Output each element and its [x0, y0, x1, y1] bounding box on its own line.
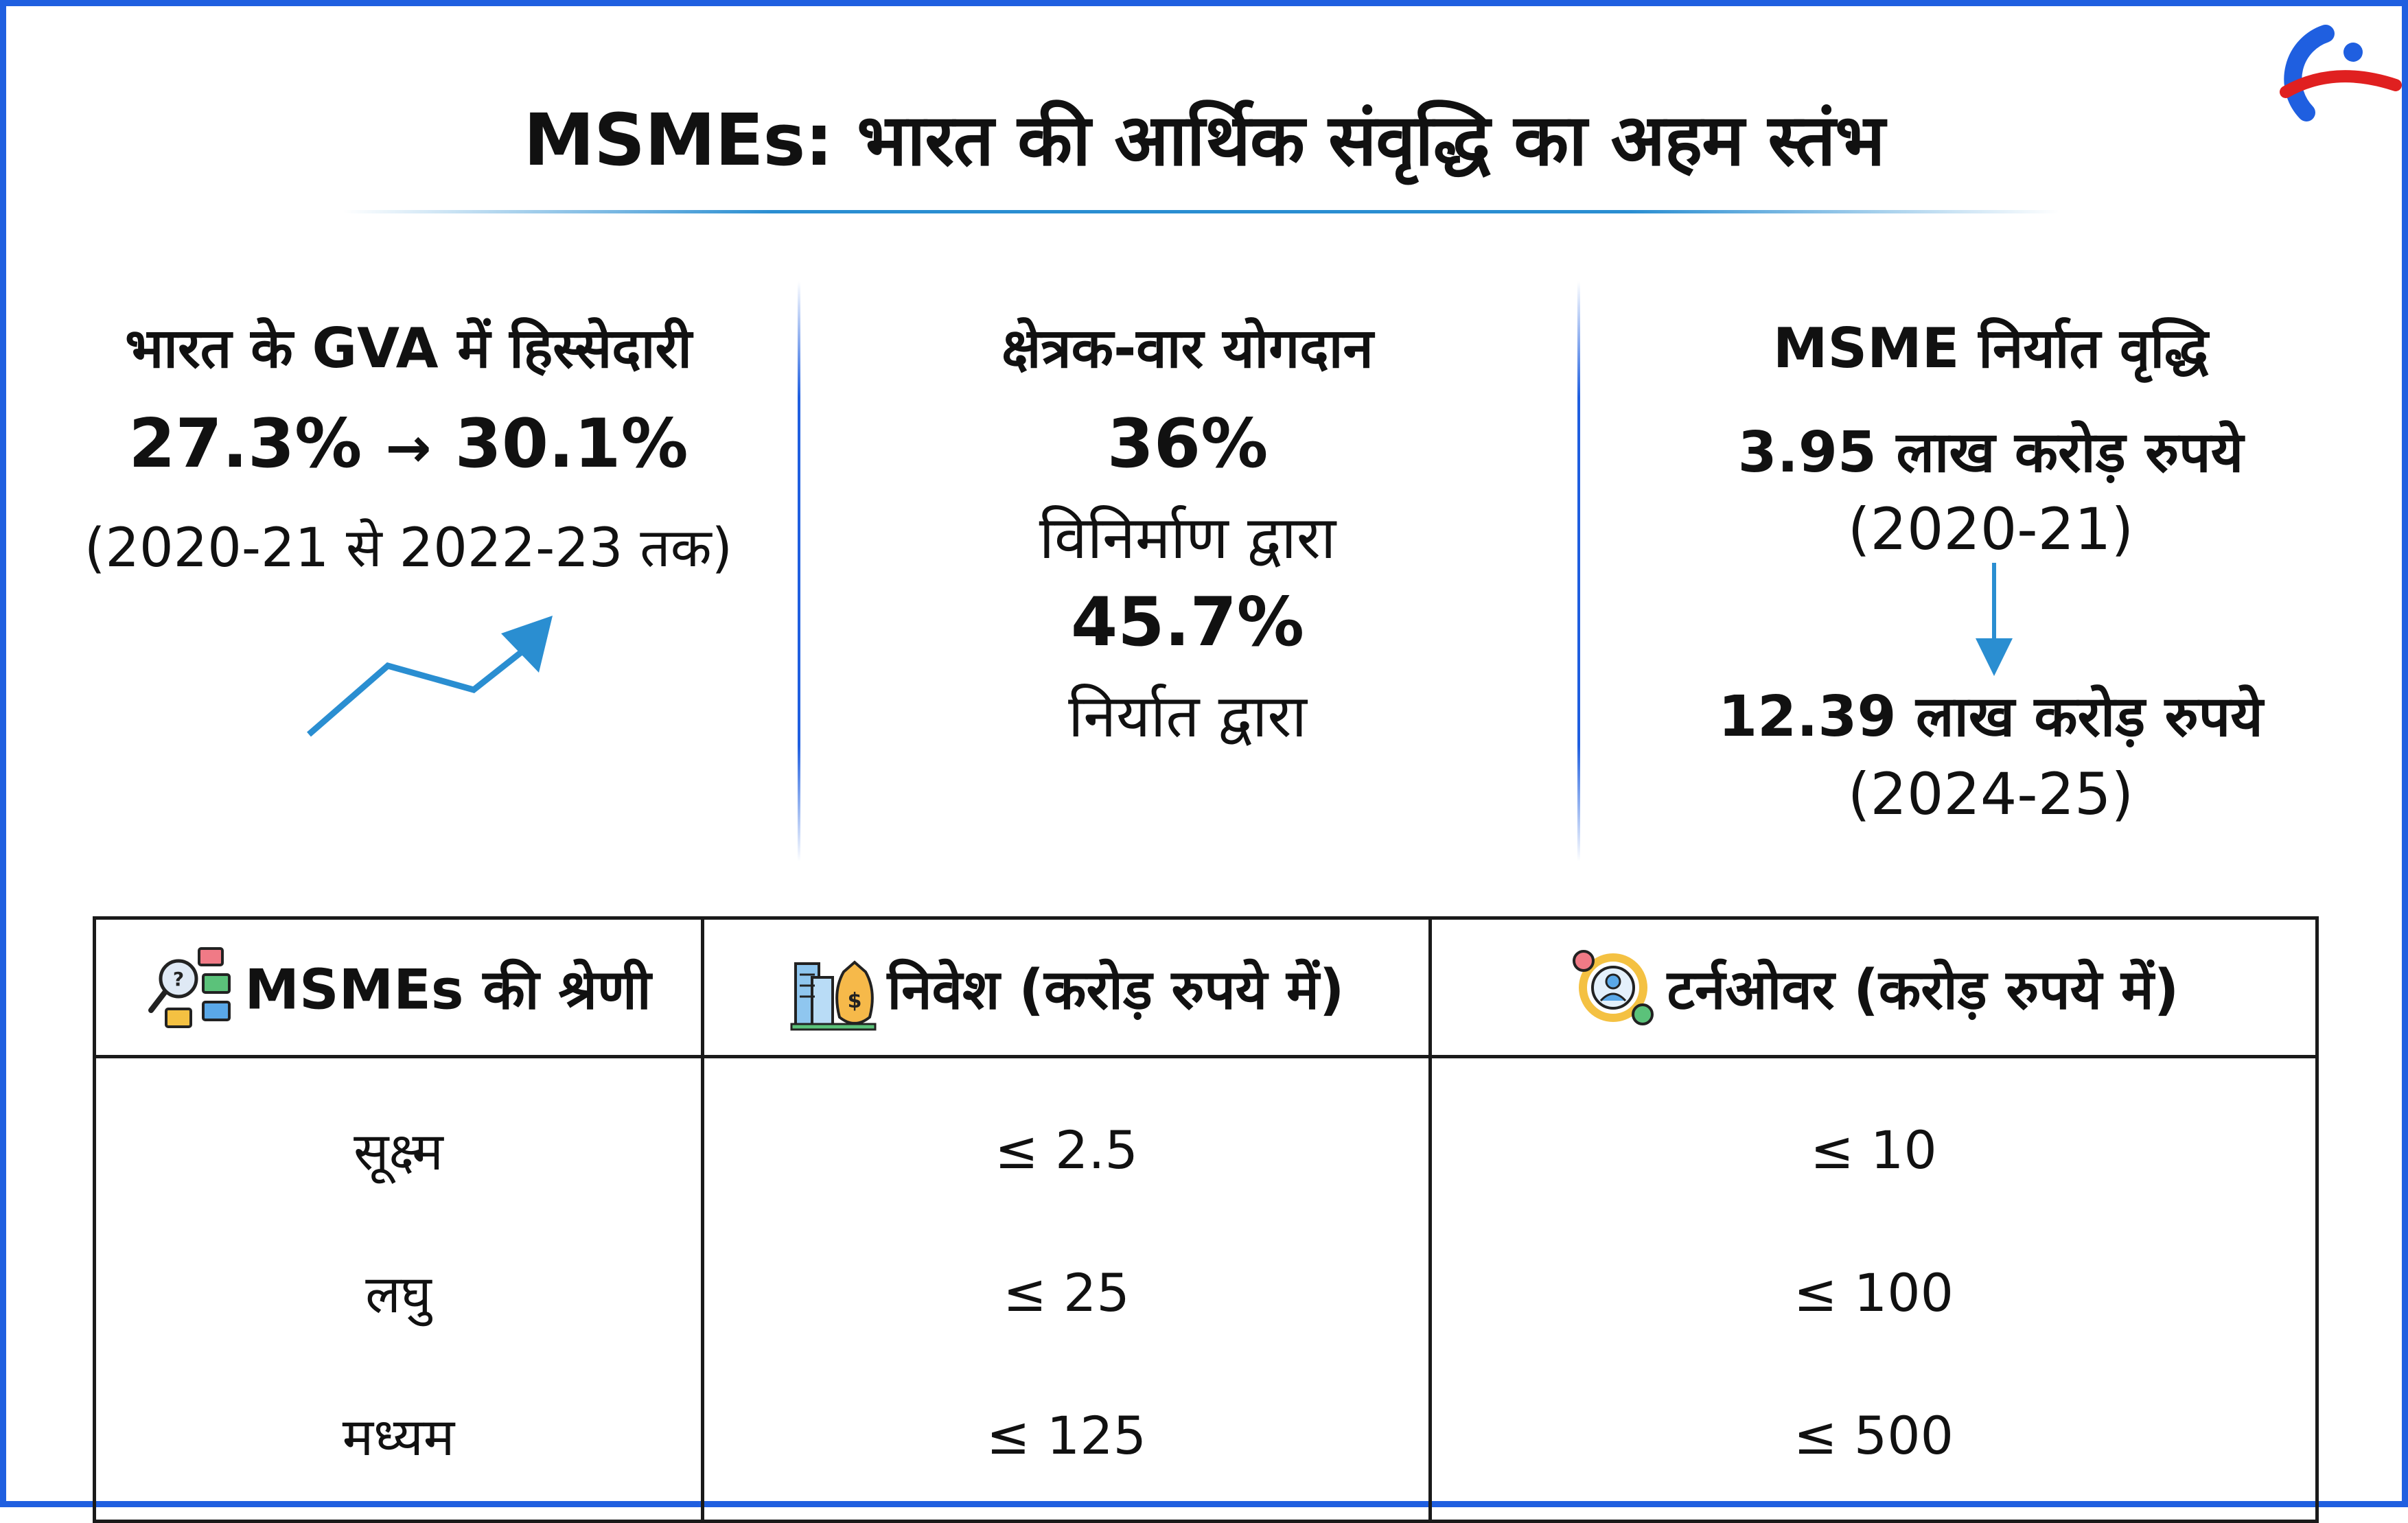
gva-change — [27, 405, 789, 483]
gva-heading: भारत के GVA में हिस्सेदारी — [125, 316, 692, 380]
arrow-down-icon — [1970, 563, 2018, 679]
header-investment — [703, 918, 1431, 1057]
svg-text:?: ? — [173, 967, 185, 990]
exports-heading: MSME निर्यात वृद्धि — [1772, 316, 2209, 380]
header-investment-label: निवेश (करोड़ रुपये में) — [887, 957, 1345, 1021]
gva-to: 30.1% — [454, 405, 688, 483]
header-category — [95, 918, 703, 1057]
header-turnover-label: टर्नओवर (करोड़ रुपये में) — [1667, 957, 2179, 1021]
category-cell: मध्यम — [95, 1364, 703, 1522]
trend-up-icon — [302, 607, 563, 745]
gva-from: 27.3% — [128, 405, 362, 483]
investment-cell: ≤ 25 — [703, 1221, 1431, 1364]
page-title: MSMEs: भारत की आर्थिक संवृद्धि का अहम स्तंभ — [523, 98, 1885, 182]
gva-period: (2020-21 से 2022-23 तक) — [84, 518, 733, 579]
exports-start-value: 3.95 लाख करोड़ रुपये — [1737, 420, 2244, 485]
sector-heading: क्षेत्रक-वार योगदान — [1002, 316, 1374, 380]
export-share-value: 45.7% — [1071, 583, 1304, 662]
export-share-label: निर्यात द्वारा — [1068, 682, 1307, 751]
category-search-icon — [146, 943, 235, 1032]
exports-end-year: (2024-25) — [1847, 760, 2134, 828]
header-turnover — [1431, 918, 2317, 1057]
header-category-label: MSMEs की श्रेणी — [244, 957, 651, 1021]
turnover-cell: ≤ 10 — [1431, 1057, 2317, 1222]
column-divider-2 — [1577, 281, 1580, 861]
title-divider — [343, 210, 2059, 213]
turnover-cycle-icon — [1568, 943, 1658, 1032]
column-divider-1 — [798, 281, 800, 861]
table-row — [95, 1221, 2317, 1364]
investment-cell: ≤ 2.5 — [703, 1057, 1431, 1222]
exports-start-year: (2020-21) — [1847, 496, 2134, 563]
turnover-cell: ≤ 100 — [1431, 1221, 2317, 1364]
table-header-row — [95, 918, 2317, 1057]
gva-arrow: → — [385, 416, 432, 480]
category-cell: लघु — [95, 1221, 703, 1364]
investment-money-bag-icon — [789, 943, 878, 1032]
investment-cell: ≤ 125 — [703, 1364, 1431, 1522]
table-row — [95, 1364, 2317, 1522]
svg-text:$: $ — [847, 988, 861, 1013]
table-row — [95, 1057, 2317, 1222]
exports-end-value: 12.39 लाख करोड़ रुपये — [1718, 684, 2263, 749]
turnover-cell: ≤ 500 — [1431, 1364, 2317, 1522]
manufacturing-label: विनिर्माण द्वारा — [1039, 504, 1336, 572]
category-cell: सूक्ष्म — [95, 1057, 703, 1222]
msme-category-table — [93, 916, 2319, 1523]
manufacturing-value: 36% — [1107, 405, 1269, 483]
